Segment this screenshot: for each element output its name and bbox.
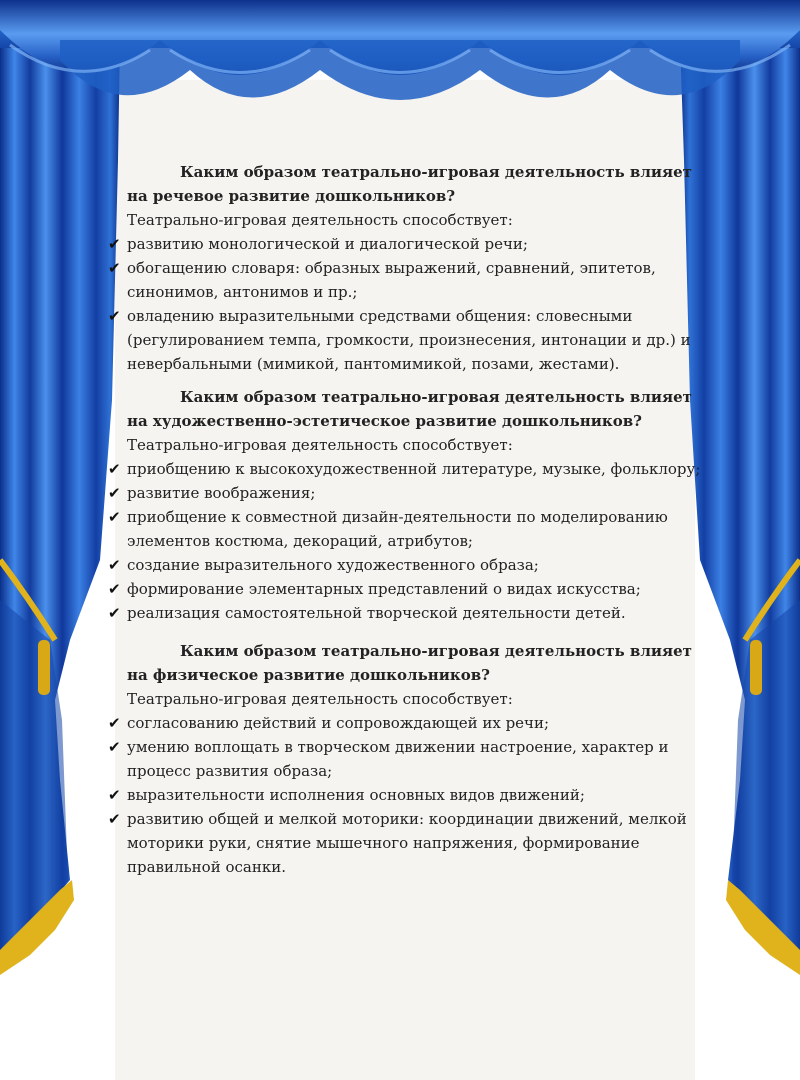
section-intro: Театрально-игровая деятельность способствует: (127, 436, 513, 454)
check-mark-icon: ✔ (108, 810, 121, 828)
check-mark-icon: ✔ (108, 580, 121, 598)
section-3 (108, 639, 708, 879)
list-item-text: развитие воображения; (127, 484, 316, 502)
left-tassel (38, 640, 50, 695)
list-item-text: обогащению словаря: образных выражений, сравнений, эпитетов, синонимов, антонимов и пр.; (127, 259, 656, 301)
bullet-list (108, 232, 708, 376)
list-item (108, 256, 708, 304)
check-mark-icon: ✔ (108, 556, 121, 574)
list-item (108, 711, 708, 735)
check-mark-icon: ✔ (108, 484, 121, 502)
list-item-text: приобщение к совместной дизайн-деятельности по моделированию элементов костюма, декораций, атрибутов; (127, 508, 668, 550)
list-item-text: выразительности исполнения основных видов движений; (127, 786, 585, 804)
list-item (108, 735, 708, 783)
section-1 (108, 160, 708, 376)
list-item-text: реализация самостоятельной творческой деятельности детей. (127, 604, 626, 622)
list-item (108, 783, 708, 807)
right-tassel (750, 640, 762, 695)
list-item (108, 457, 708, 481)
list-item-text: формирование элементарных представлений о видах искусства; (127, 580, 641, 598)
list-item-text: развитию общей и мелкой моторики: координации движений, мелкой моторики руки, снятие мышечного напряжения, формирование правильной осанки. (127, 810, 687, 876)
list-item (108, 505, 708, 553)
list-item-text: овладению выразительными средствами общения: словесными (регулированием темпа, громкости, произнесения, интонации и др.) и невербальными (мимикой, пантомимикой, позами, жестами). (127, 307, 691, 373)
list-item-text: развитию монологической и диалогической речи; (127, 235, 528, 253)
list-item (108, 304, 708, 376)
section-heading: Каким образом театрально-игровая деятельность влияет на физическое развитие дошкольников? (127, 642, 692, 684)
check-mark-icon: ✔ (108, 786, 121, 804)
list-item (108, 807, 708, 879)
check-mark-icon: ✔ (108, 604, 121, 622)
list-item (108, 553, 708, 577)
content-text (108, 160, 708, 888)
check-mark-icon: ✔ (108, 738, 121, 756)
check-mark-icon: ✔ (108, 460, 121, 478)
list-item (108, 481, 708, 505)
list-item (108, 577, 708, 601)
check-mark-icon: ✔ (108, 259, 121, 277)
check-mark-icon: ✔ (108, 307, 121, 325)
check-mark-icon: ✔ (108, 714, 121, 732)
section-intro: Театрально-игровая деятельность способствует: (127, 211, 513, 229)
bullet-list (108, 457, 708, 625)
bullet-list (108, 711, 708, 879)
section-heading: Каким образом театрально-игровая деятельность влияет на речевое развитие дошкольников? (127, 163, 692, 205)
valance-swags-lower (60, 40, 740, 100)
section-2 (108, 385, 708, 625)
list-item-text: приобщению к высокохудожественной литературе, музыке, фольклору; (127, 460, 701, 478)
list-item (108, 601, 708, 625)
check-mark-icon: ✔ (108, 508, 121, 526)
list-item-text: создание выразительного художественного образа; (127, 556, 539, 574)
list-item-text: согласованию действий и сопровождающей их речи; (127, 714, 550, 732)
list-item (108, 232, 708, 256)
list-item-text: умению воплощать в творческом движении настроение, характер и процесс развития образа; (127, 738, 669, 780)
section-intro: Театрально-игровая деятельность способствует: (127, 690, 513, 708)
check-mark-icon: ✔ (108, 235, 121, 253)
section-heading: Каким образом театрально-игровая деятельность влияет на художественно-эстетическое развитие дошкольников? (127, 388, 692, 430)
